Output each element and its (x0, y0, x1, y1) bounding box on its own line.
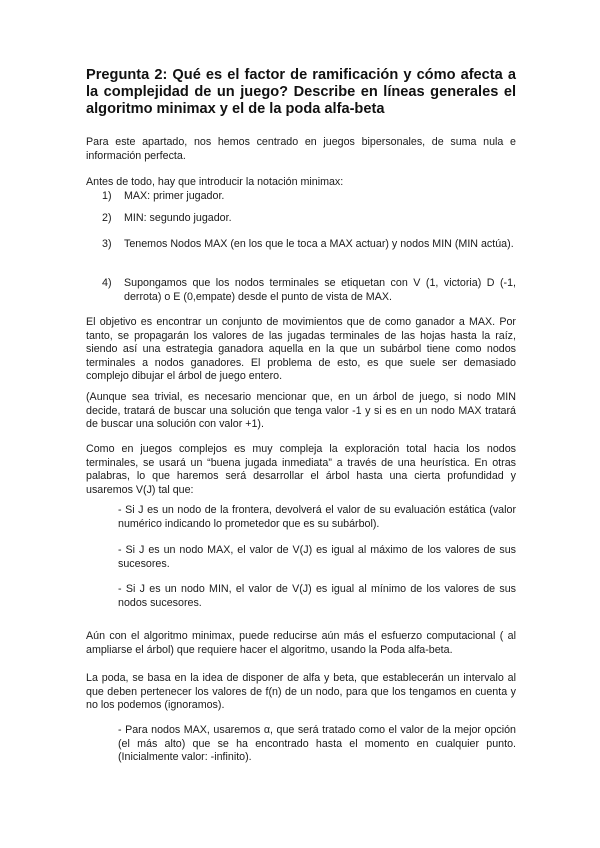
intro-paragraph: Para este apartado, nos hemos centrado en juegos bipersonales, de suma nula e información perfecta. (86, 136, 516, 162)
question-title: Pregunta 2: Qué es el factor de ramificación y cómo afecta a la complejidad de un juego? Describe en líneas generales el algoritmo minimax y el de la poda alfa-beta (86, 67, 516, 117)
vj-rule-min: - Si J es un nodo MIN, el valor de V(J) es igual al mínimo de los valores de sus nodos sucesores. (118, 583, 516, 609)
list-item-number: 2) (102, 212, 112, 224)
aside-paragraph: (Aunque sea trivial, es necesario mencionar que, en un árbol de juego, si nodo MIN decide, tratará de buscar una solución que tenga valor -1 y si es en un nodo MAX tratará de buscar una solución con valor +1). (86, 391, 516, 431)
list-item-number: 1) (102, 190, 112, 202)
notation-paragraph: Antes de todo, hay que introducir la notación minimax: (86, 176, 344, 188)
list-item-number: 4) (102, 277, 112, 289)
vj-rule-max: - Si J es un nodo MAX, el valor de V(J) es igual al máximo de los valores de sus sucesores. (118, 544, 516, 570)
complex-games-paragraph: Como en juegos complejos es muy compleja la exploración total hacia los nodos terminales, se usará un “buena jugada inmediata” a través de una heurística. En otras palabras, lo que haremos será desarrollar el árbol hasta una cierta profundidad y usaremos V(J) tal que: (86, 443, 516, 496)
list-item-text: MIN: segundo jugador. (124, 212, 232, 224)
list-item (102, 212, 516, 226)
list-item-text: Tenemos Nodos MAX (en los que le toca a MAX actuar) y nodos MIN (MIN actúa). (124, 238, 514, 250)
list-item-number: 3) (102, 238, 112, 250)
list-item (102, 190, 516, 204)
list-item-text: Supongamos que los nodos terminales se etiquetan con V (1, victoria) D (-1, derrota) o E (0,empate) desde el punto de vista de MAX. (124, 277, 516, 303)
alphabeta-paragraph: La poda, se basa en la idea de disponer de alfa y beta, que establecerán un intervalo al que deben pertenecer los valores de f(n) de un nodo, para que los tengamos en cuenta y no los podemos (ignoramos). (86, 672, 516, 712)
list-item (102, 238, 516, 252)
minimax-cost-paragraph: Aún con el algoritmo minimax, puede reducirse aún más el esfuerzo computacional ( al ampliarse el árbol) que requiere hacer el algoritmo, usando la Poda alfa-beta. (86, 630, 516, 656)
vj-rule-frontier: - Si J es un nodo de la frontera, devolverá el valor de su evaluación estática (valor numérico indicando lo prometedor que es su subárbol). (118, 504, 516, 530)
alpha-rule: - Para nodos MAX, usaremos α, que será tratado como el valor de la mejor opción (el más alto) que se ha encontrado hasta el momento en cualquier punto. (Inicialmente valor: -infinito). (118, 724, 516, 764)
list-item-text: MAX: primer jugador. (124, 190, 225, 202)
list-item (102, 277, 516, 304)
objective-paragraph: El objetivo es encontrar un conjunto de movimientos que de como ganador a MAX. Por tanto, se propagarán los valores de las jugadas terminales de las hojas hasta la raíz, siendo así una estrategia ganadora aquella en la que un subárbol tiene como nodos terminales a nodos ganadores. El problema de esto, es que suele ser demasiado complejo dibujar el árbol de juego entero. (86, 316, 516, 383)
